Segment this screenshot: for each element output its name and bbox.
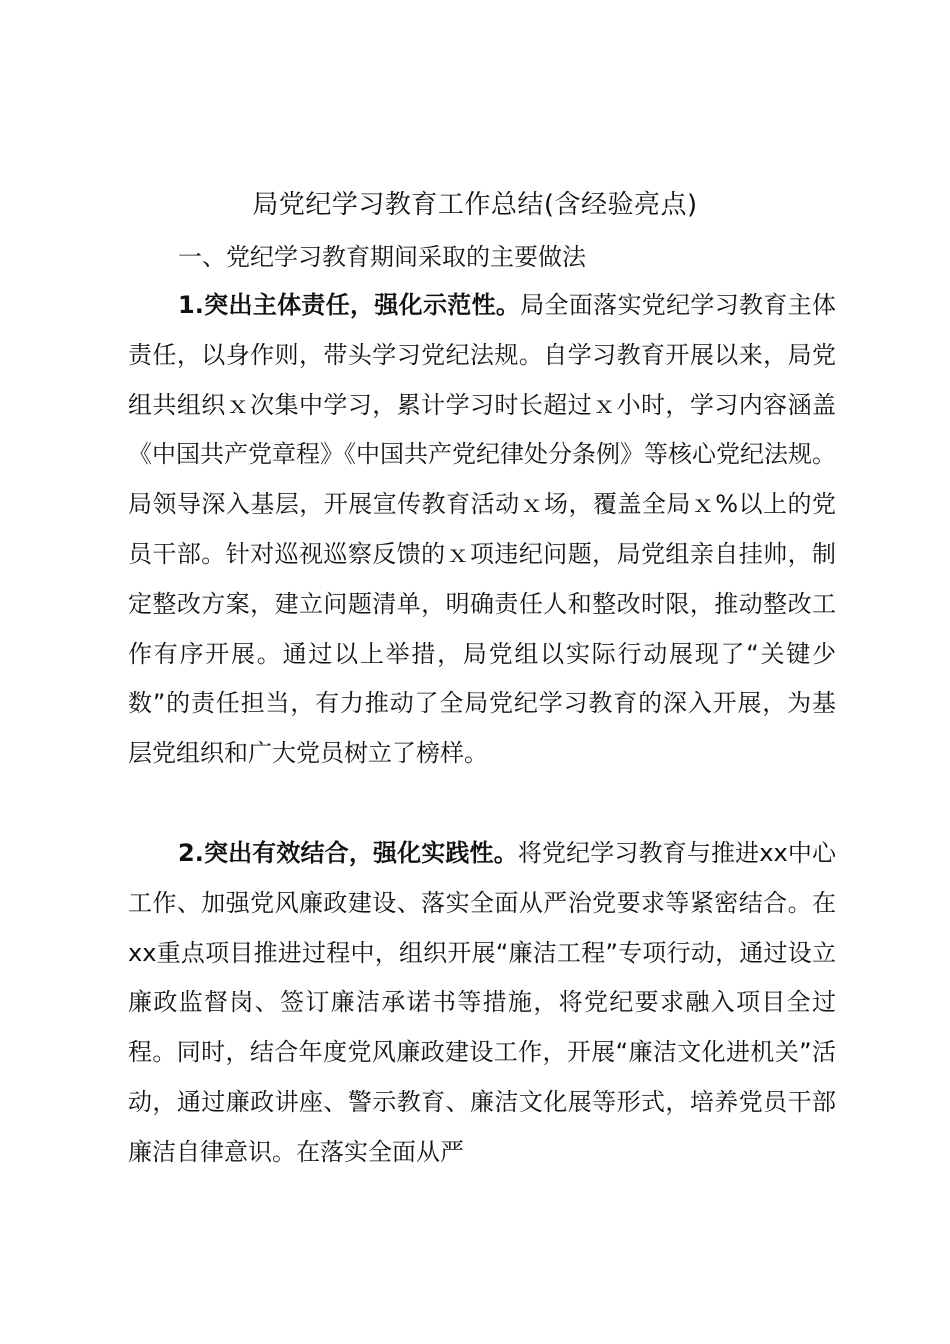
paragraph-2	[128, 829, 836, 1178]
document-title: 局党纪学习教育工作总结(含经验亮点)	[252, 190, 698, 220]
section-heading: 一、党纪学习教育期间采取的主要做法	[178, 243, 586, 271]
paragraph-1-lead: 1.突出主体责任，强化示范性。	[178, 291, 521, 319]
paragraph-1	[128, 281, 836, 779]
paragraph-1-body: 局全面落实党纪学习教育主体责任，以身作则，带头学习党纪法规。自学习教育开展以来，局党组共组织ｘ次集中学习，累计学习时长超过ｘ小时，学习内容涵盖《中国共产党章程》《中国共产党纪律处分条例》等核心党纪法规。局领导深入基层，开展宣传教育活动ｘ场，覆盖全局ｘ%以上的党员干部。针对巡视巡察反馈的ｘ项违纪问题，局党组亲自挂帅，制定整改方案，建立问题清单，明确责任人和整改时限，推动整改工作有序开展。通过以上举措，局党组以实际行动展现了“关键少数”的责任担当，有力推动了全局党纪学习教育的深入开展，为基层党组织和广大党员树立了榜样。	[128, 291, 836, 768]
paragraph-2-body: 将党纪学习教育与推进xx中心工作、加强党风廉政建设、落实全面从严治党要求等紧密结合。在xx重点项目推进过程中，组织开展“廉洁工程”专项行动，通过设立廉政监督岗、签订廉洁承诺书等措施，将党纪要求融入项目全过程。同时，结合年度党风廉政建设工作，开展“廉洁文化进机关”活动，通过廉政讲座、警示教育、廉洁文化展等形式，培养党员干部廉洁自律意识。在落实全面从严	[128, 839, 836, 1166]
paragraph-2-lead: 2.突出有效结合，强化实践性。	[178, 839, 518, 867]
